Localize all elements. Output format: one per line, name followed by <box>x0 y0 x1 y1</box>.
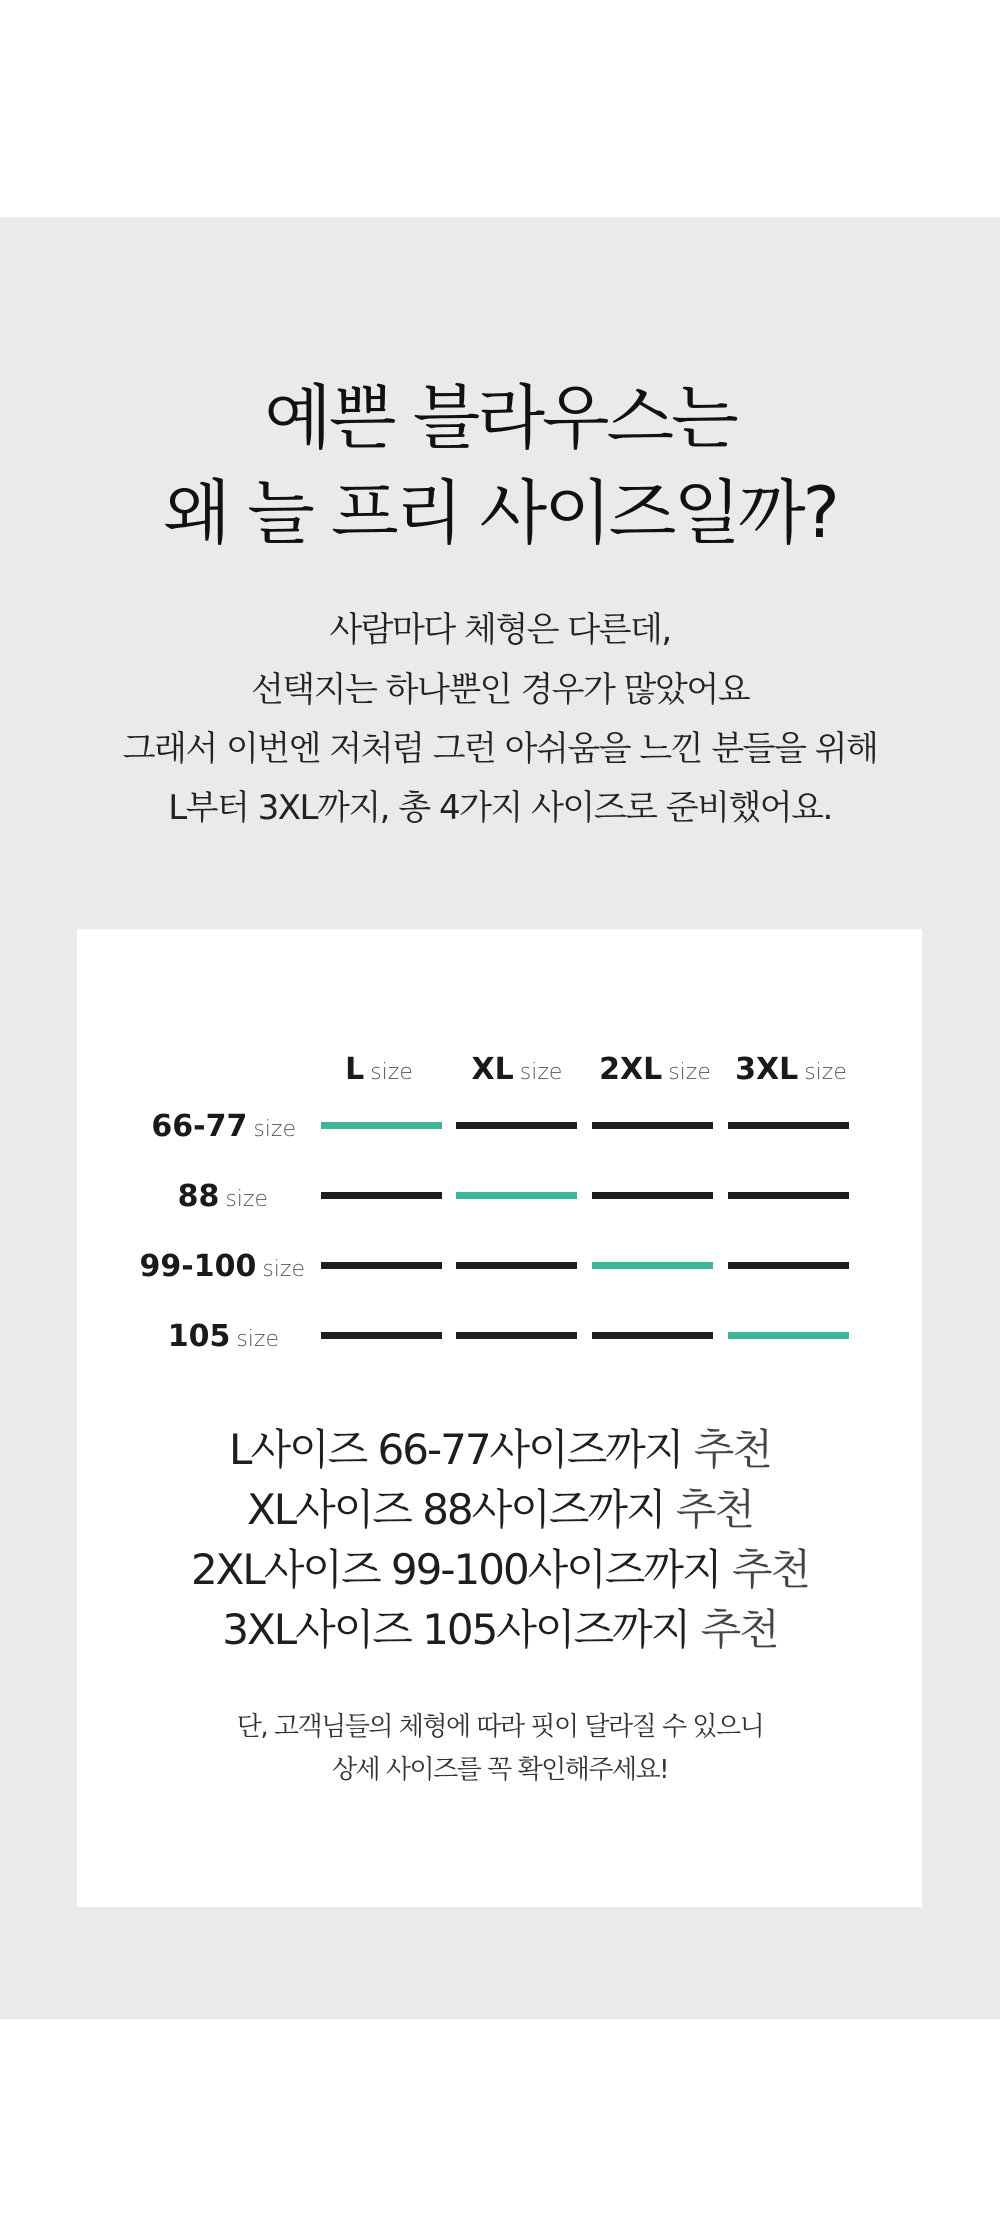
recommendation-l: L사이즈 66-77사이즈까지 추천 <box>229 1425 771 1474</box>
headline-line-1: 예쁜 블라우스는 <box>264 377 736 459</box>
size-bar-105-xl <box>456 1332 577 1339</box>
intro-line-1: 사람마다 체형은 다른데, <box>329 610 671 650</box>
size-bar-99-100-l <box>321 1262 442 1269</box>
fit-note-line-2: 상세 사이즈를 꼭 확인해주세요! <box>331 1755 669 1785</box>
headline-line-2: 왜 늘 프리 사이즈일까? <box>163 472 837 554</box>
row-label-105: 105 size <box>167 1319 279 1354</box>
size-bar-88-l <box>321 1192 442 1199</box>
size-bar-99-100-3xl <box>728 1262 849 1269</box>
fit-note-line-1: 단, 고객님들의 체형에 따라 핏이 달라질 수 있으니 <box>236 1712 764 1742</box>
size-bar-66-77-2xl <box>592 1122 713 1129</box>
intro-line-2: 선택지는 하나뿐인 경우가 많았어요 <box>250 670 750 710</box>
intro-line-4: L부터 3XL까지, 총 4가지 사이즈로 준비했어요. <box>168 788 832 828</box>
column-header-2xl: 2XL size <box>599 1052 711 1087</box>
row-label-88: 88 size <box>177 1179 268 1214</box>
size-bar-88-2xl <box>592 1192 713 1199</box>
size-bar-105-2xl <box>592 1332 713 1339</box>
column-header-xl: XL size <box>471 1052 563 1087</box>
size-bar-99-100-2xl-recommended <box>592 1262 713 1269</box>
row-label-66-77: 66-77 size <box>151 1109 296 1144</box>
recommendation-2xl: 2XL사이즈 99-100사이즈까지 추천 <box>190 1545 810 1594</box>
size-bar-88-xl-recommended <box>456 1192 577 1199</box>
size-bar-105-3xl-recommended <box>728 1332 849 1339</box>
row-label-99-100: 99-100 size <box>139 1249 305 1284</box>
size-bar-99-100-xl <box>456 1262 577 1269</box>
column-header-3xl: 3XL size <box>735 1052 847 1087</box>
recommendation-3xl: 3XL사이즈 105사이즈까지 추천 <box>222 1605 778 1654</box>
size-bar-105-l <box>321 1332 442 1339</box>
size-bar-66-77-xl <box>456 1122 577 1129</box>
size-bar-66-77-l-recommended <box>321 1122 442 1129</box>
size-bar-88-3xl <box>728 1192 849 1199</box>
recommendation-xl: XL사이즈 88사이즈까지 추천 <box>246 1485 754 1534</box>
size-bar-66-77-3xl <box>728 1122 849 1129</box>
intro-line-3: 그래서 이번엔 저처럼 그런 아쉬움을 느낀 분들을 위해 <box>122 729 878 769</box>
column-header-l: L size <box>345 1052 413 1087</box>
